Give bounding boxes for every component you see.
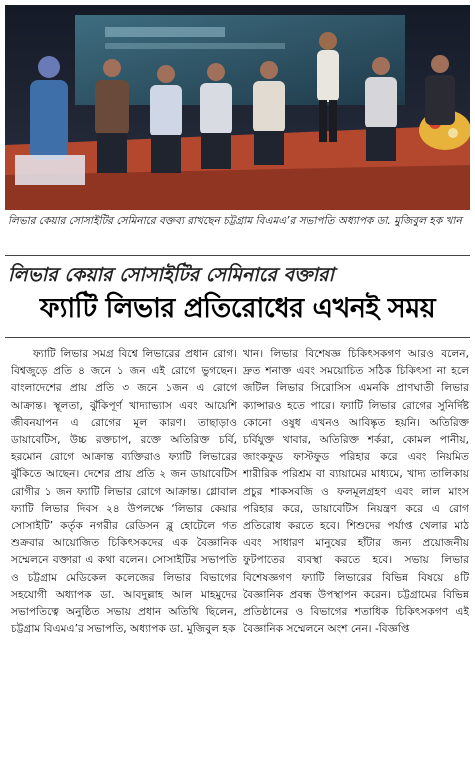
article-paragraph: ফ্যাটি লিভার সমগ্র বিশ্বে লিভারের প্রধান রোগ। বিশ্বজুড়ে প্রতি ৪ জনে ১ জন এই রোগে ভুগছেন। বাংলাদেশের প্রায় প্রতি ৩ জনে ১জন এ রোগে আক্রান্ত। স্থূলতা, ঝুঁকিপূর্ণ খাদ্যাভ্যাস এবং আয়েশি জীবনযাপন এ রোগের মূল কারণ। তাছাড়াও ডায়াবেটিস, উচ্চ রক্তচাপ, রক্তে অতিরিক্ত চর্বি, হরমোন রোগে আক্রান্ত ব্যক্তিরাও ফ্যাটি লিভারের ঝুঁকিতে আছেন। দেশের প্রায় প্রতি ২ জন ডায়াবেটিস রোগীর ১ জন ফ্যাটি লিভার রোগে আক্রান্ত। গ্লোবাল ফ্যাটি লিভার দিবস ২৪ উপলক্ষে ‘লিভার কেয়ার সোসাইটি’ কর্তৃক নগরীর রেডিসন ব্লু হোটেলে গত শুক্রবার আয়োজিত চিকিৎসকদের এক বৈজ্ঞানিক সম্মেলনে বক্তারা এ কথা বলেন। সোসাইটির সভাপতি ও চট্টগ্রাম মেডিকেল কলেজের লিভার বিভাগের সহযোগী অধ্যাপক ডা. আবদুল্লাহ আল মাহমুদের সভাপতিত্বে অনুষ্ঠিত সভায় প্রধান অতিথি ছিলেন, চট্টগ্রাম বিএমএ’র সভাপতি, অধ্যাপক ডা. মুজিবুল হক — [11, 348, 237, 636]
seminar-photo-illustration — [5, 5, 470, 210]
photo-caption: লিভার কেয়ার সোসাইটির সেমিনারে বক্তব্য রাখছেন চট্টগ্রাম বিএমএ’র সভাপতি অধ্যাপক ডা. মুজিবুল হক খান — [8, 215, 462, 227]
caption-divider — [5, 255, 470, 256]
article-column-1 — [11, 346, 237, 776]
headline: ফ্যাটি লিভার প্রতিরোধের এখনই সময় — [39, 293, 436, 324]
headline-divider — [5, 337, 470, 338]
article-column-2 — [243, 346, 469, 776]
seminar-photo — [5, 5, 470, 210]
kicker: লিভার কেয়ার সোসাইটির সেমিনারে বক্তারা — [8, 264, 334, 286]
article-paragraph: খান। লিভার বিশেষজ্ঞ চিকিৎসকগণ আরও বলেন, দ্রুত শনাক্ত এবং সময়োচিত সঠিক চিকিৎসা না হলে জটিল লিভার সিরোসিস এমনকি প্রাণঘাতী লিভার ক্যান্সারও হতে পারে। ফ্যাটি লিভার রোগের সুনির্দিষ্ট কোনো ওষুধ এখনও আবিষ্কৃত হয়নি। অতিরিক্ত চর্বিযুক্ত খাবার, অতিরিক্ত শর্করা, কোমল পানীয়, জাংকফুড ফাস্টফুড পরিহার করে এবং নিয়মিত শারীরিক পরিশ্রম বা ব্যায়ামের মাধ্যমে, খাদ্য তালিকায় প্রচুর শাকসবজি ও ফলমূলগ্রহণ এবং লাল মাংস পরিহার করে, ডায়াবেটিস নিয়ন্ত্রণ করে এ রোগ প্রতিরোধ করতে হবে। শিশুদের পর্যাপ্ত খেলার মাঠ এবং সাধারণ মানুষের হাঁটার জন্য প্রয়োজনীয় ফুটপাতের ব্যবস্থা করতে হবে। সভায় লিভার বিশেষজ্ঞগণ ফ্যাটি লিভারের বিভিন্ন বিষয়ে ৪টি বৈজ্ঞানিক প্রবন্ধ উপস্থাপন করেন। চট্টগ্রামের বিভিন্ন প্রতিষ্ঠানের ও বিভাগের শতাধিক চিকিৎসকগণ এই বৈজ্ঞানিক সম্মেলনে অংশ নেন। -বিজ্ঞপ্তি — [243, 348, 469, 636]
